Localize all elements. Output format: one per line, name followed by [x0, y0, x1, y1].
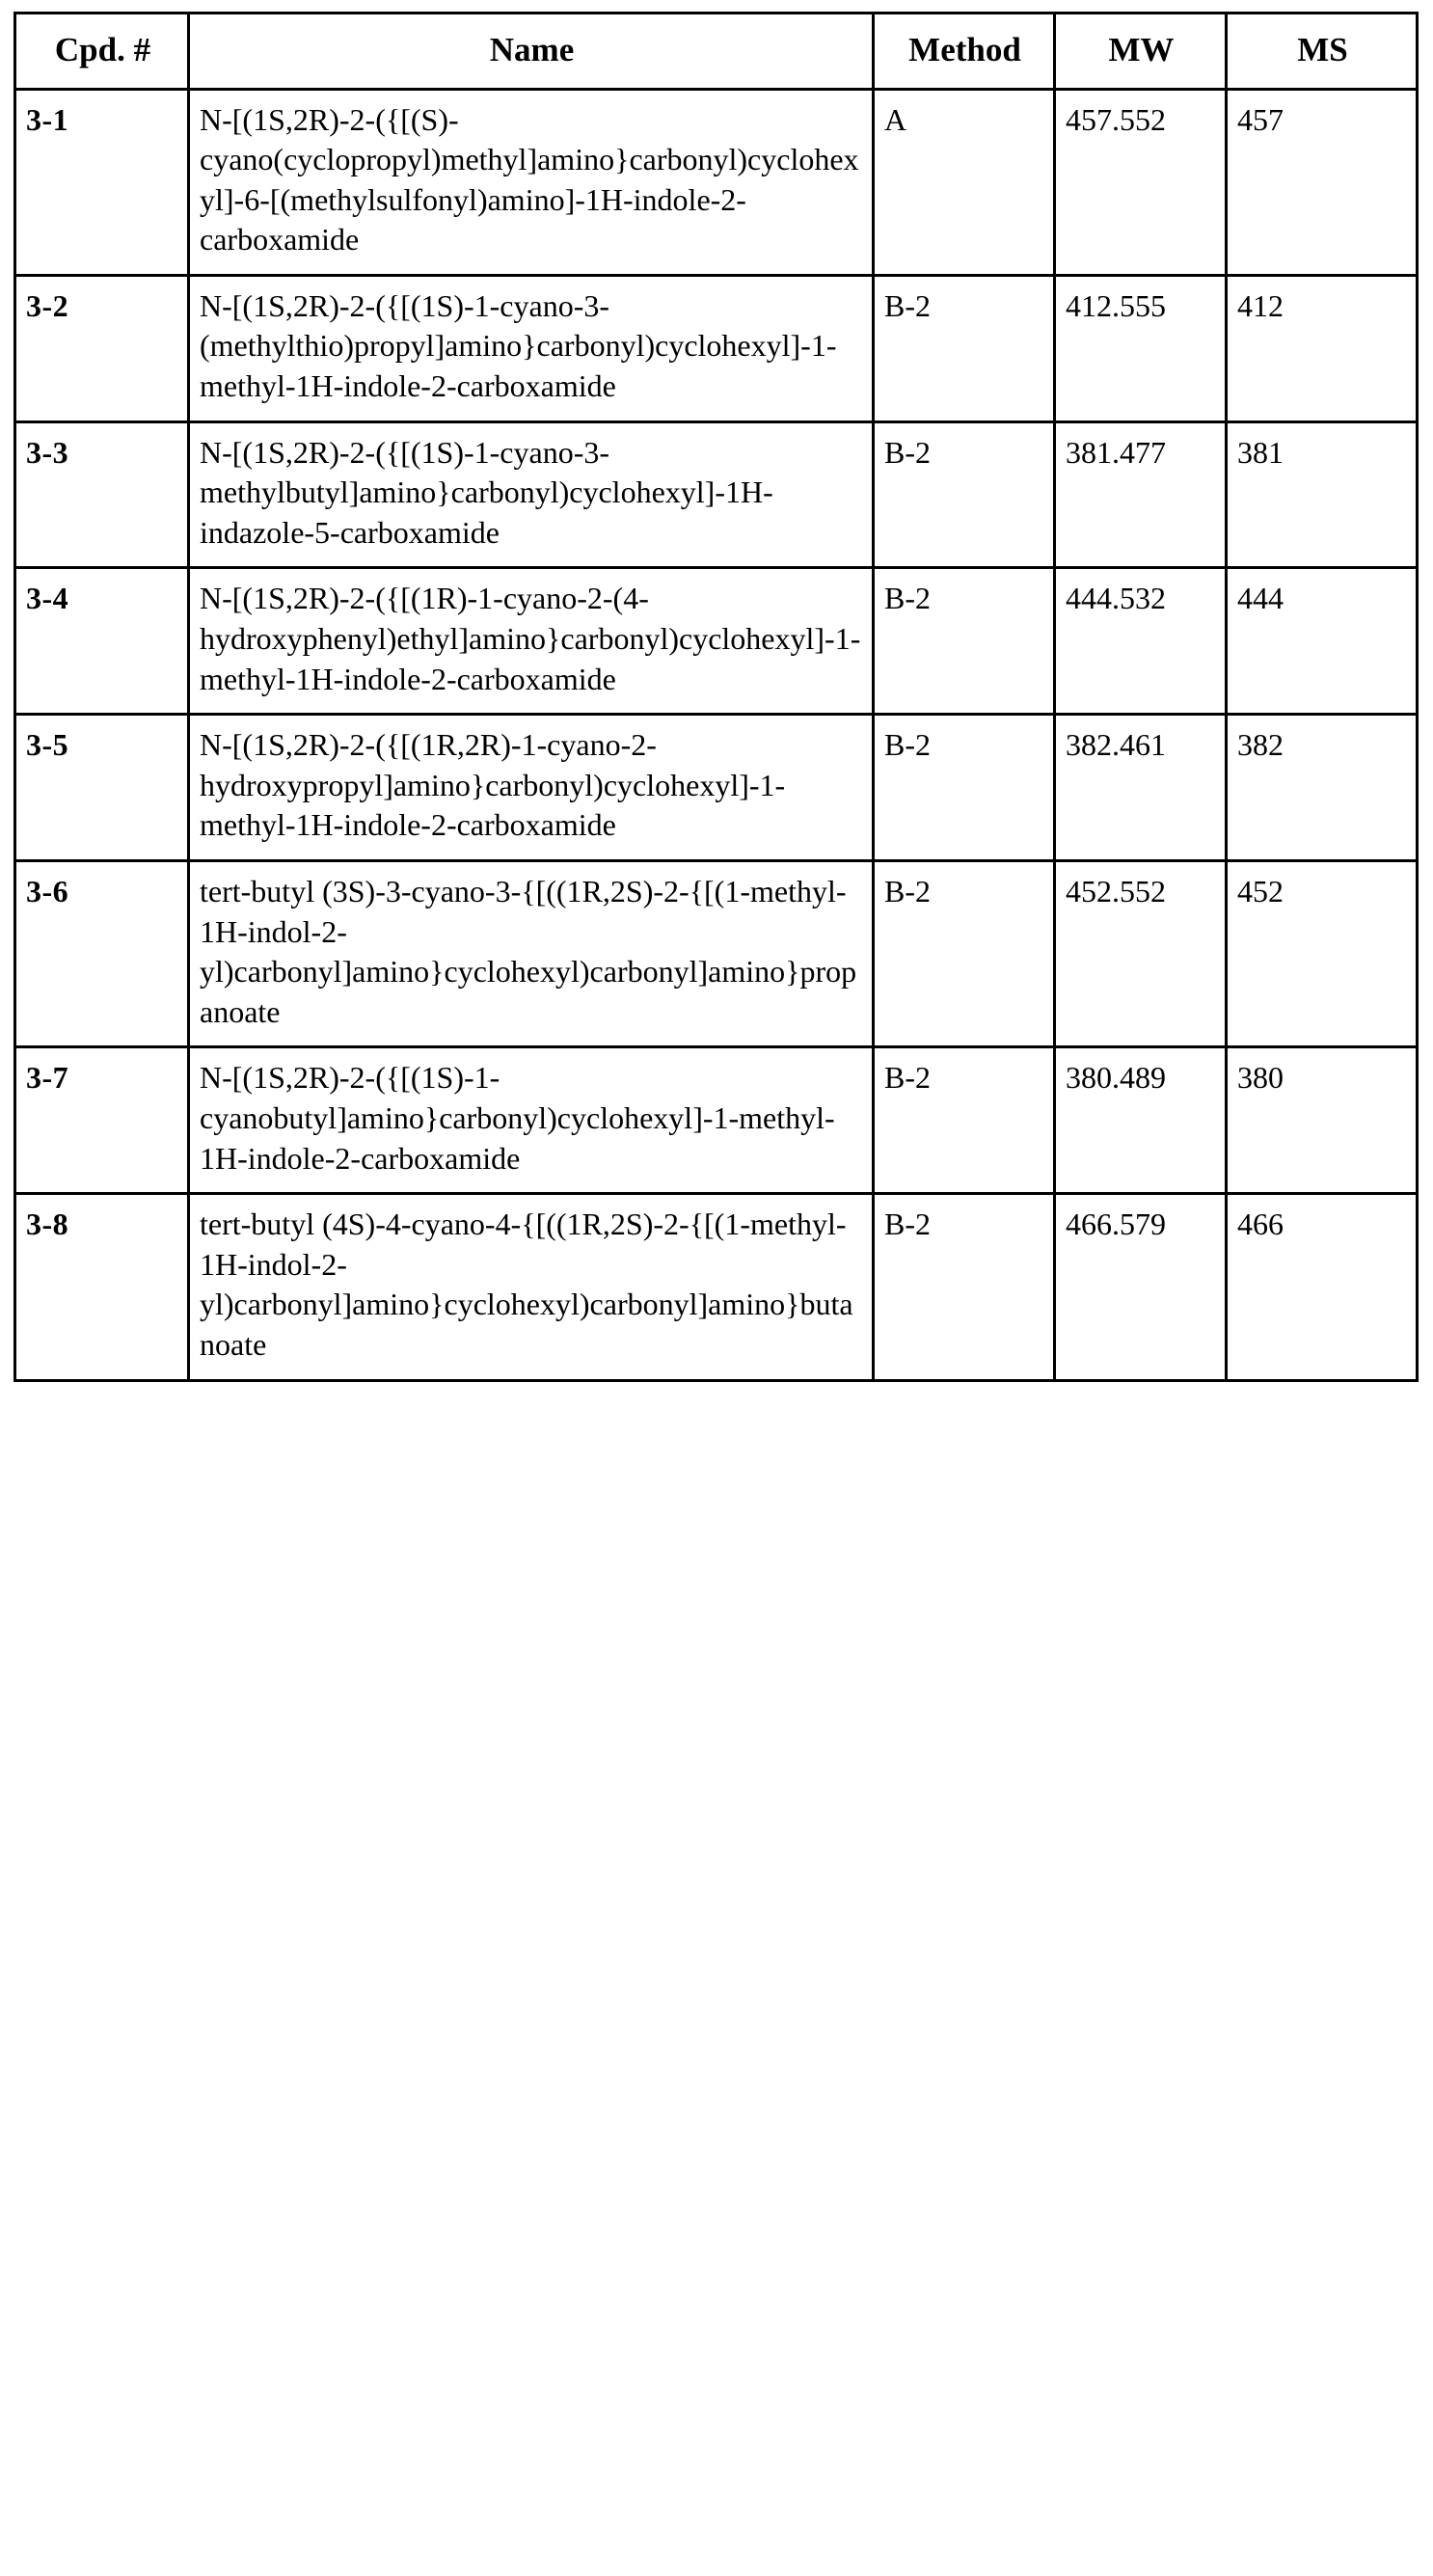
- cell-method: B-2: [874, 715, 1055, 861]
- cell-method: B-2: [874, 1047, 1055, 1194]
- cell-mw: 380.489: [1055, 1047, 1227, 1194]
- cell-method: B-2: [874, 861, 1055, 1047]
- column-header-cpd-number: Cpd. #: [15, 14, 189, 90]
- cell-cpd-number: 3-1: [15, 89, 189, 275]
- cell-cpd-number: 3-3: [15, 421, 189, 568]
- cell-ms: 452: [1227, 861, 1418, 1047]
- cell-method: B-2: [874, 1194, 1055, 1380]
- compound-table: [14, 12, 1419, 1382]
- cell-ms: 382: [1227, 715, 1418, 861]
- column-header-method: Method: [874, 14, 1055, 90]
- table-body: [15, 89, 1418, 1380]
- column-header-name: Name: [189, 14, 874, 90]
- cell-mw: 452.552: [1055, 861, 1227, 1047]
- cell-ms: 412: [1227, 275, 1418, 421]
- table-row: [15, 1047, 1418, 1194]
- cell-cpd-number: 3-4: [15, 568, 189, 715]
- cell-cpd-number: 3-2: [15, 275, 189, 421]
- column-header-mw: MW: [1055, 14, 1227, 90]
- column-header-ms: MS: [1227, 14, 1418, 90]
- cell-cpd-number: 3-5: [15, 715, 189, 861]
- table-row: [15, 275, 1418, 421]
- cell-method: A: [874, 89, 1055, 275]
- cell-name: N-[(1S,2R)-2-({[(1S)-1-cyano-3-(methylthio)propyl]amino}carbonyl)cyclohexyl]-1-methyl-1H-indole-2-carboxamide: [189, 275, 874, 421]
- cell-cpd-number: 3-7: [15, 1047, 189, 1194]
- cell-ms: 380: [1227, 1047, 1418, 1194]
- table-header: [15, 14, 1418, 90]
- cell-method: B-2: [874, 568, 1055, 715]
- cell-ms: 466: [1227, 1194, 1418, 1380]
- table-row: [15, 715, 1418, 861]
- cell-name: N-[(1S,2R)-2-({[(1R,2R)-1-cyano-2-hydroxypropyl]amino}carbonyl)cyclohexyl]-1-methyl-1H-indole-2-carboxamide: [189, 715, 874, 861]
- cell-cpd-number: 3-6: [15, 861, 189, 1047]
- cell-method: B-2: [874, 421, 1055, 568]
- cell-name: tert-butyl (3S)-3-cyano-3-{[((1R,2S)-2-{[(1-methyl-1H-indol-2-yl)carbonyl]amino}cyclohexyl)carbonyl]amino}propanoate: [189, 861, 874, 1047]
- table-row: [15, 1194, 1418, 1380]
- cell-name: N-[(1S,2R)-2-({[(1S)-1-cyanobutyl]amino}carbonyl)cyclohexyl]-1-methyl-1H-indole-2-carboxamide: [189, 1047, 874, 1194]
- cell-cpd-number: 3-8: [15, 1194, 189, 1380]
- cell-name: N-[(1S,2R)-2-({[(S)-cyano(cyclopropyl)methyl]amino}carbonyl)cyclohexyl]-6-[(methylsulfonyl)amino]-1H-indole-2-carboxamide: [189, 89, 874, 275]
- cell-mw: 412.555: [1055, 275, 1227, 421]
- table-row: [15, 568, 1418, 715]
- cell-name: tert-butyl (4S)-4-cyano-4-{[((1R,2S)-2-{[(1-methyl-1H-indol-2-yl)carbonyl]amino}cyclohexyl)carbonyl]amino}butanoate: [189, 1194, 874, 1380]
- table-row: [15, 861, 1418, 1047]
- table-row: [15, 89, 1418, 275]
- cell-method: B-2: [874, 275, 1055, 421]
- cell-mw: 381.477: [1055, 421, 1227, 568]
- table-header-row: [15, 14, 1418, 90]
- cell-name: N-[(1S,2R)-2-({[(1S)-1-cyano-3-methylbutyl]amino}carbonyl)cyclohexyl]-1H-indazole-5-carboxamide: [189, 421, 874, 568]
- cell-name: N-[(1S,2R)-2-({[(1R)-1-cyano-2-(4-hydroxyphenyl)ethyl]amino}carbonyl)cyclohexyl]-1-methyl-1H-indole-2-carboxamide: [189, 568, 874, 715]
- cell-ms: 444: [1227, 568, 1418, 715]
- cell-mw: 457.552: [1055, 89, 1227, 275]
- cell-mw: 444.532: [1055, 568, 1227, 715]
- table-row: [15, 421, 1418, 568]
- cell-mw: 382.461: [1055, 715, 1227, 861]
- cell-ms: 457: [1227, 89, 1418, 275]
- cell-ms: 381: [1227, 421, 1418, 568]
- cell-mw: 466.579: [1055, 1194, 1227, 1380]
